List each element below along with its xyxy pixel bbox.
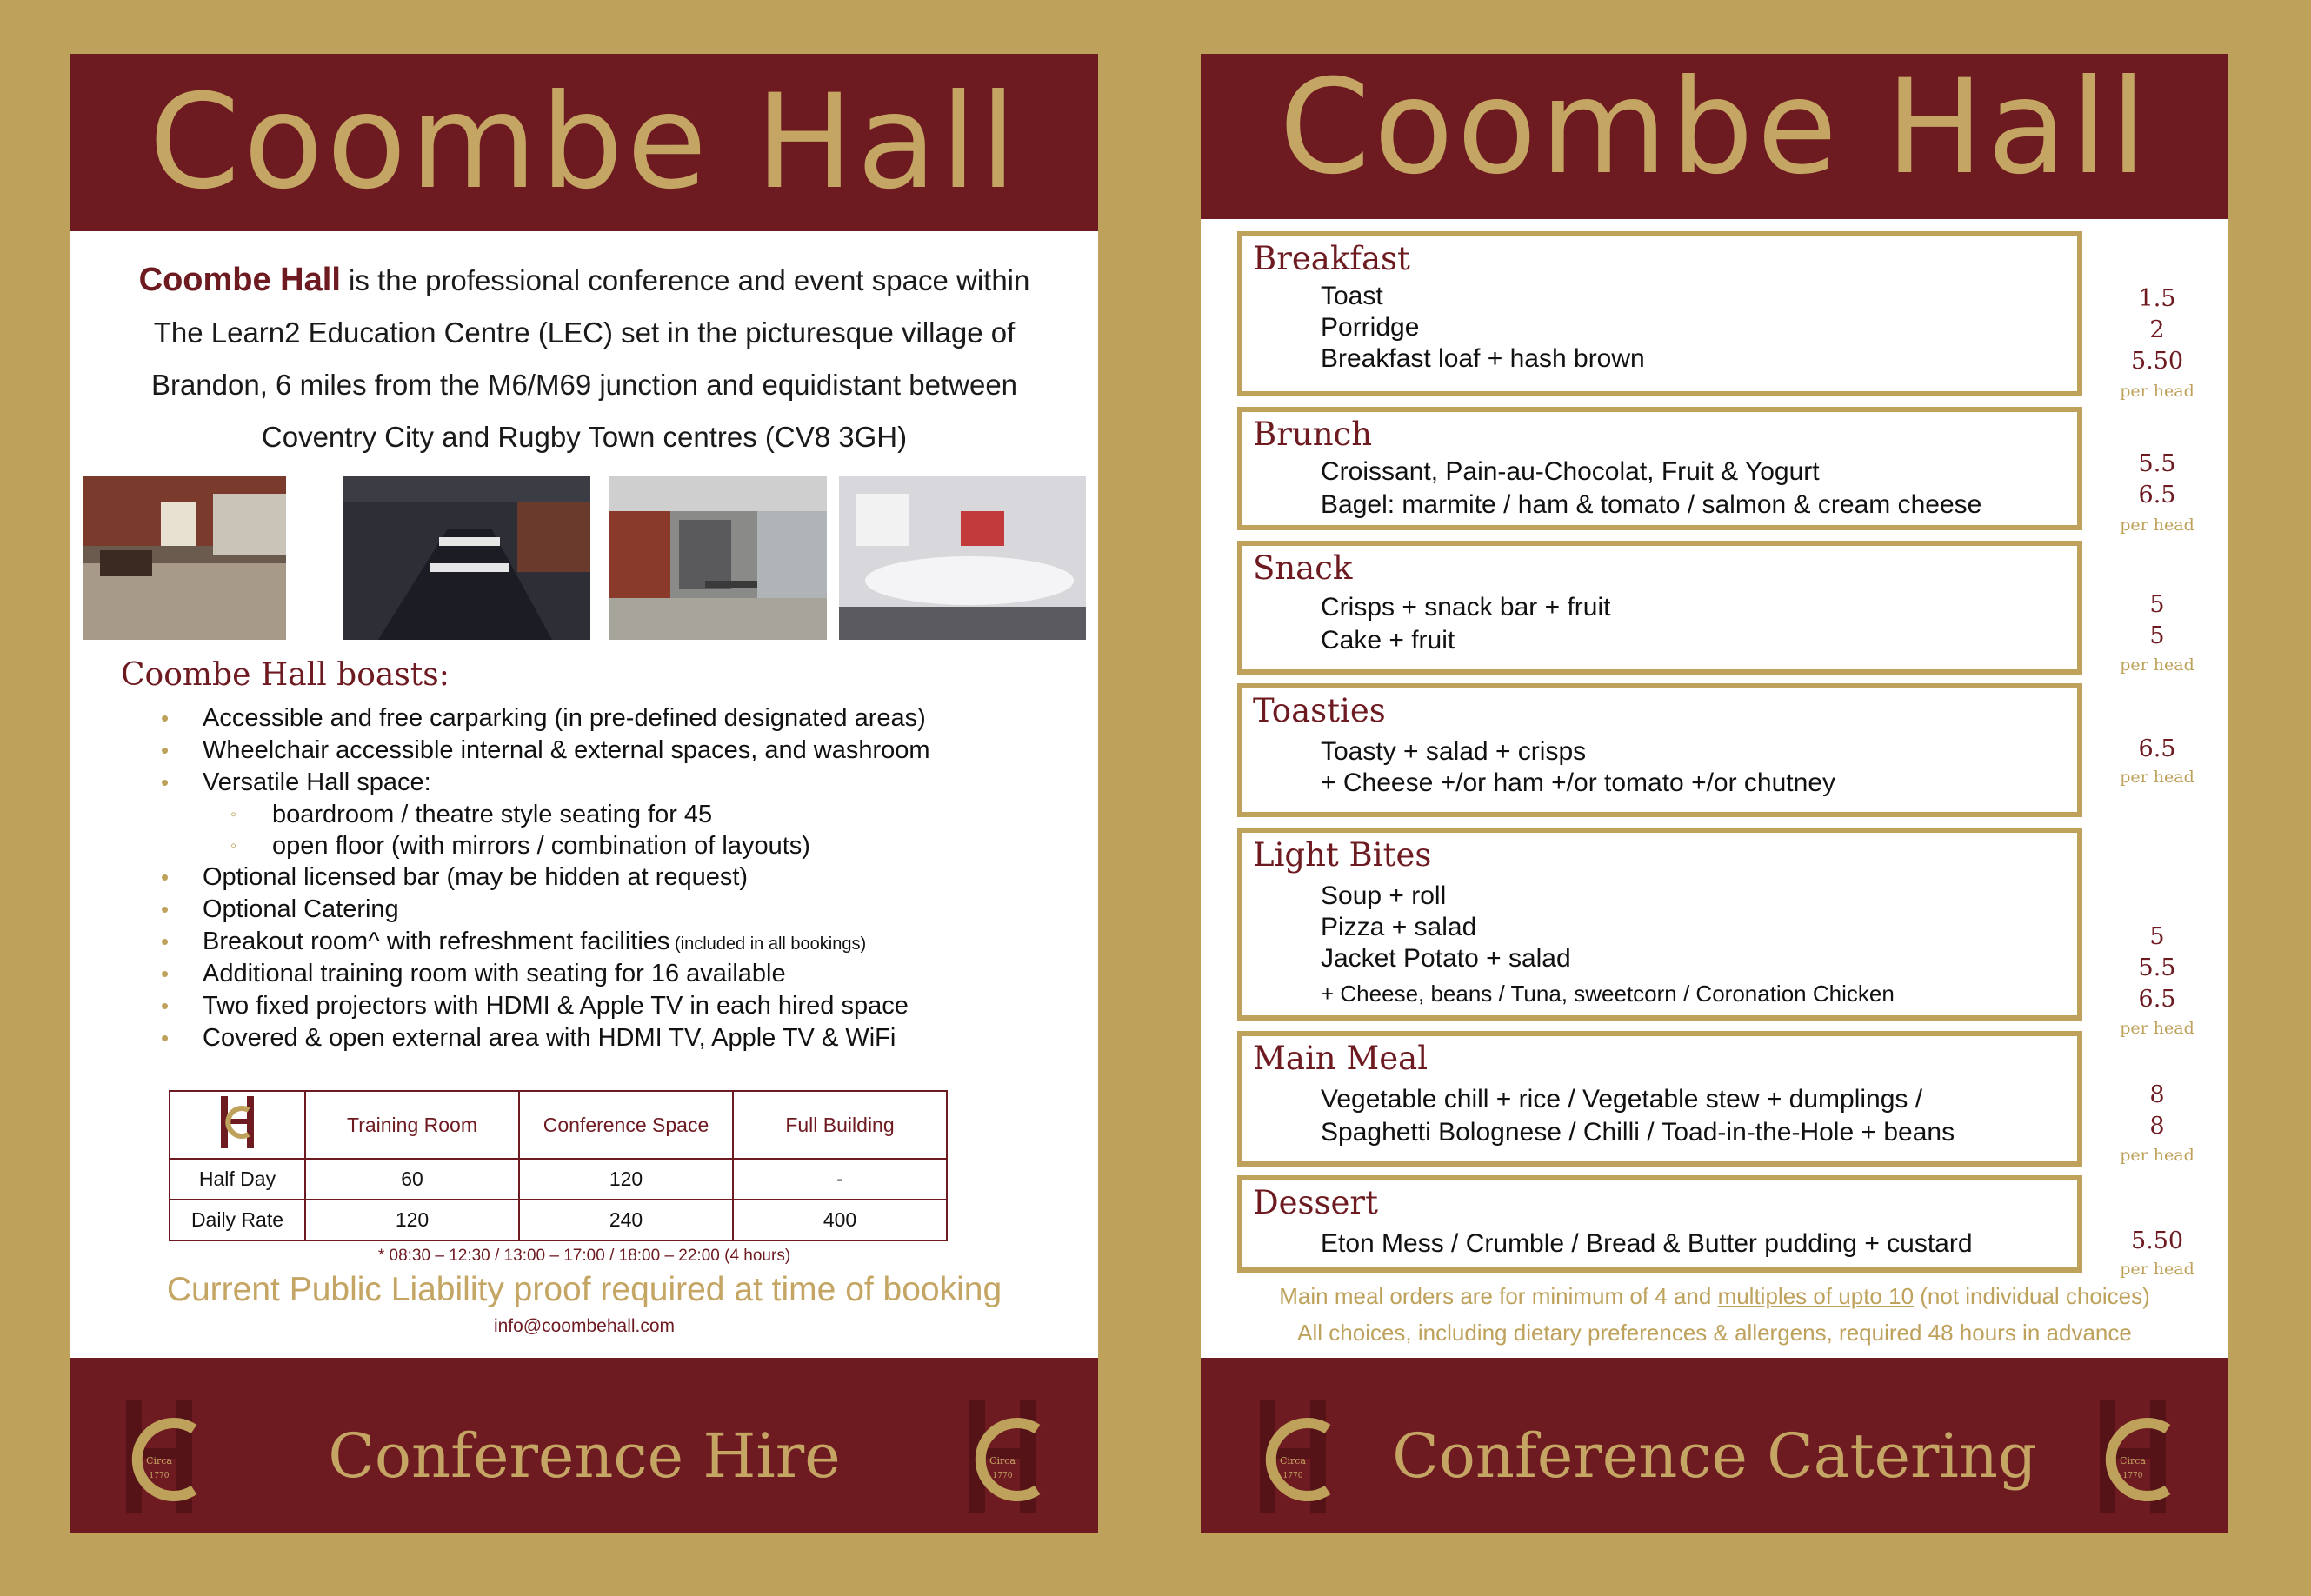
price: 5	[2149, 622, 2165, 649]
bullet-icon: •	[161, 705, 170, 731]
coombe-hall-crest-icon	[954, 1394, 1051, 1516]
table-cell: 400	[733, 1200, 947, 1240]
coombe-hall-crest-icon	[110, 1394, 208, 1516]
svg-text:Circa: Circa	[146, 1455, 172, 1466]
price: 5	[2149, 923, 2165, 950]
footer-banner	[1201, 1358, 2228, 1533]
main-meal-order-note: Main meal orders are for minimum of 4 and multiples of upto 10 (not individual choices)	[1279, 1283, 2150, 1309]
menu-item: Porridge	[1321, 313, 1420, 342]
bullet-icon: •	[161, 737, 170, 763]
menu-item: Crisps + snack bar + fruit	[1321, 593, 1611, 622]
photo-dining-setup	[343, 476, 590, 640]
per-head-label: per head	[2120, 515, 2194, 535]
menu-item: Vegetable chill + rice / Vegetable stew + dumplings /	[1321, 1085, 1923, 1114]
table-header: Full Building	[733, 1091, 947, 1159]
table-row-label: Daily Rate	[170, 1200, 305, 1240]
price: 6.5	[2138, 735, 2176, 762]
menu-item: Spaghetti Bolognese / Chilli / Toad-in-the-Hole + beans	[1321, 1118, 1955, 1147]
section-title: Light Bites	[1253, 836, 1432, 874]
menu-item: Bagel: marmite / ham & tomato / salmon & cream cheese	[1321, 490, 1982, 519]
boasts-heading: Coombe Hall boasts:	[121, 657, 450, 693]
boasts-list	[157, 702, 1062, 1054]
table-header: Training Room	[305, 1091, 519, 1159]
price: 5.5	[2138, 450, 2176, 477]
photo-covered-patio	[609, 476, 827, 640]
table-row	[170, 1159, 947, 1200]
per-head-label: per head	[2120, 1260, 2194, 1279]
svg-text:1770: 1770	[2122, 1472, 2143, 1480]
list-item: ◦ open floor (with mirrors / combination of layouts)	[157, 830, 1062, 861]
table-crest-cell	[170, 1091, 305, 1159]
intro-brand: Coombe Hall	[138, 262, 341, 298]
menu-item: Eton Mess / Crumble / Bread & Butter pudding + custard	[1321, 1229, 1973, 1258]
menu-section-light-bites	[1237, 828, 2082, 1021]
price: 5	[2149, 591, 2165, 618]
price: 5.50	[2130, 1227, 2184, 1254]
menu-item: Toast	[1321, 282, 1383, 310]
venue-photos	[83, 476, 1086, 643]
list-item: • Versatile Hall space:	[157, 767, 1062, 799]
booking-hours-note: * 08:30 – 12:30 / 13:00 – 17:00 / 18:00 – 22:00 (4 hours)	[377, 1247, 791, 1265]
bullet-icon: •	[161, 896, 170, 922]
list-item: • Accessible and free carparking (in pre-defined designated areas)	[157, 702, 1062, 735]
price: 8	[2149, 1081, 2165, 1108]
bullet-icon: •	[161, 961, 170, 987]
menu-section-dessert	[1237, 1175, 2082, 1273]
table-cell: -	[733, 1159, 947, 1200]
menu-section-toasties	[1237, 683, 2082, 817]
menu-section-snack	[1237, 541, 2082, 675]
table-cell: 120	[519, 1159, 733, 1200]
circle-bullet-icon: ◦	[230, 836, 237, 855]
table-row-label: Half Day	[170, 1159, 305, 1200]
menu-item: Breakfast loaf + hash brown	[1321, 344, 1645, 373]
per-head-label: per head	[2120, 382, 2194, 401]
menu-item: Cake + fruit	[1321, 626, 1455, 655]
conference-hire-flyer	[70, 54, 1098, 1533]
table-cell: 60	[305, 1159, 519, 1200]
svg-text:Circa: Circa	[989, 1455, 1016, 1466]
conference-catering-menu	[1201, 54, 2228, 1533]
list-item: • Optional licensed bar (may be hidden at request)	[157, 861, 1062, 894]
list-item: • Two fixed projectors with HDMI & Apple TV in each hired space	[157, 990, 1062, 1022]
menu-item: Jacket Potato + salad	[1321, 944, 1571, 973]
table-header-row	[170, 1091, 947, 1159]
bullet-icon: •	[161, 1025, 170, 1051]
list-item: ◦ boardroom / theatre style seating for 45	[157, 799, 1062, 830]
list-item: • Optional Catering	[157, 894, 1062, 926]
liability-note: Current Public Liability proof required at time of booking	[166, 1271, 1002, 1308]
svg-text:Circa: Circa	[2120, 1455, 2146, 1466]
pricing-table	[169, 1090, 948, 1241]
page-title: Coombe Hall	[1201, 54, 2228, 219]
per-head-label: per head	[2120, 655, 2194, 675]
section-title: Snack	[1253, 549, 1353, 587]
svg-text:1770: 1770	[992, 1472, 1013, 1480]
per-head-label: per head	[2120, 1146, 2194, 1165]
photo-hall-interior	[83, 476, 286, 640]
page-title: Coombe Hall	[70, 54, 1098, 231]
list-item: • Additional training room with seating for 16 available	[157, 958, 1062, 990]
svg-text:Circa: Circa	[1280, 1455, 1306, 1466]
menu-section-breakfast	[1237, 231, 2082, 396]
menu-item: + Cheese +/or ham +/or tomato +/or chutney	[1321, 768, 1836, 797]
price: 2	[2149, 316, 2165, 343]
table-cell: 240	[519, 1200, 733, 1240]
coombe-hall-crest-icon	[2084, 1394, 2181, 1516]
dietary-note: All choices, including dietary preferences & allergens, required 48 hours in advance	[1297, 1320, 2132, 1346]
footer-title: Conference Catering	[1392, 1420, 2037, 1492]
table-header: Conference Space	[519, 1091, 733, 1159]
section-title: Main Meal	[1253, 1040, 1429, 1077]
contact-email[interactable]: info@coombehall.com	[493, 1316, 676, 1336]
intro-line-2: The Learn2 Education Centre (LEC) set in the picturesque village of	[153, 316, 1016, 349]
section-title: Dessert	[1253, 1184, 1378, 1221]
bullet-icon: •	[161, 769, 170, 795]
price: 5.50	[2130, 348, 2184, 375]
list-item: • Covered & open external area with HDMI TV, Apple TV & WiFi	[157, 1022, 1062, 1054]
intro-paragraph	[92, 254, 1076, 463]
price: 5.5	[2138, 954, 2176, 981]
price: 1.5	[2138, 285, 2176, 312]
menu-section-main-meal	[1237, 1031, 2082, 1167]
price: 6.5	[2138, 986, 2176, 1013]
footer-title: Conference Hire	[328, 1420, 841, 1492]
photo-boardroom	[839, 476, 1086, 640]
intro-line-3: Brandon, 6 miles from the M6/M69 junction and equidistant between	[150, 369, 1018, 401]
list-item: • Wheelchair accessible internal & external spaces, and washroom	[157, 735, 1062, 767]
section-title: Breakfast	[1253, 240, 1410, 277]
coombe-hall-logo-icon	[216, 1094, 259, 1150]
bullet-icon: •	[161, 928, 170, 954]
coombe-hall-crest-icon	[1244, 1394, 1342, 1516]
footer-banner	[70, 1358, 1098, 1533]
menu-item: Croissant, Pain-au-Chocolat, Fruit & Yogurt	[1321, 457, 1820, 486]
circle-bullet-icon: ◦	[230, 805, 237, 824]
price: 6.5	[2138, 482, 2176, 509]
menu-item: + Cheese, beans / Tuna, sweetcorn / Coronation Chicken	[1321, 981, 1895, 1007]
table-row	[170, 1200, 947, 1240]
menu-section-brunch	[1237, 407, 2082, 530]
menu-item: Soup + roll	[1321, 881, 1447, 910]
price: 8	[2149, 1113, 2165, 1140]
bullet-icon: •	[161, 993, 170, 1019]
menu-item: Toasty + salad + crisps	[1321, 737, 1587, 766]
menu-item: Pizza + salad	[1321, 913, 1477, 941]
section-title: Toasties	[1253, 692, 1386, 729]
list-item: • Breakout room^ with refreshment facilities (included in all bookings)	[157, 926, 1062, 958]
svg-text:1770: 1770	[1282, 1472, 1303, 1480]
intro-line-1: is the professional conference and event space within	[340, 264, 1030, 296]
bullet-icon: •	[161, 864, 170, 890]
table-cell: 120	[305, 1200, 519, 1240]
svg-text:1770: 1770	[149, 1472, 170, 1480]
intro-line-4: Coventry City and Rugby Town centres (CV8 3GH)	[261, 421, 908, 453]
per-head-label: per head	[2120, 768, 2194, 787]
per-head-label: per head	[2120, 1019, 2194, 1038]
section-title: Brunch	[1253, 416, 1373, 453]
